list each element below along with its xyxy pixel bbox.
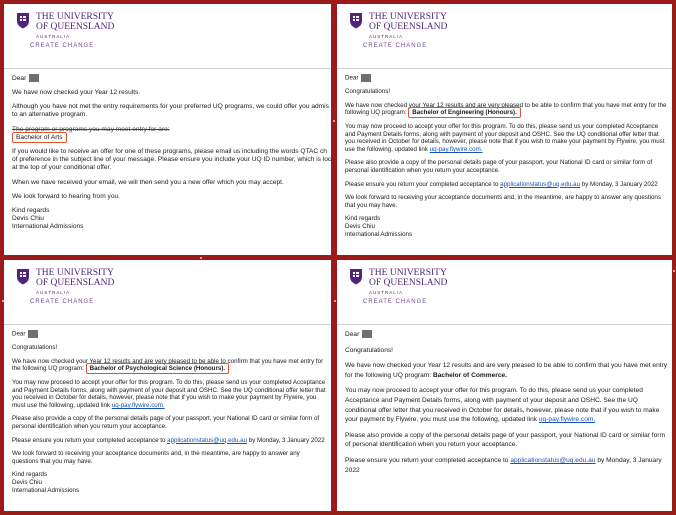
letter-panel-arts (4, 4, 331, 255)
deadline-paragraph: Please ensure you return your completed acceptance to applicationstatus@uq.edu.au by Monday, 3 January 2022 (345, 456, 662, 474)
flywire-link[interactable]: uq-pay.flywire.com. (111, 401, 165, 409)
tagline: CREATE CHANGE (30, 299, 95, 305)
signature: Kind regards Devis Chiu International Admissions (345, 215, 413, 238)
program-name: Bachelor of Psychological Science (Honours). (86, 363, 229, 374)
background-speck (333, 120, 335, 122)
acceptance-paragraph: You may now proceed to accept your offer for this program. To do this, please send us your completed Acceptance and Payment Details forms, along with payment of your deposit and OSHC. See the UQ conditional offer letter that you received in October for details, however, please note that if you wish to make your payment by Flywire, you must use the following, updated link uq-pay.flywire.com. (345, 387, 660, 424)
letter-panel-psychology (4, 260, 331, 511)
letter-body (12, 330, 327, 500)
divider (337, 68, 672, 69)
university-name: THE UNIVERSITY OF QUEENSLAND (369, 12, 448, 32)
uq-crest-icon (16, 12, 30, 29)
background-speck (334, 300, 336, 302)
greeting: Dear (12, 74, 327, 83)
instructions-paragraph: If you would like to receive an offer for one of these programs, please email us including the words QTAC ch of preference in the subject line of your message. Please ensure you include your UQ ID number, which is loc at the top of your conditional offer. (12, 147, 331, 172)
letter-body (345, 330, 668, 481)
background-speck (673, 270, 675, 272)
signature: Kind regards Devis Chiu International Admissions (12, 471, 80, 494)
redacted-name (28, 330, 38, 338)
divider (4, 68, 331, 69)
letter-body (345, 74, 668, 244)
deadline-paragraph: Please ensure you return your completed acceptance to applicationstatus@uq.edu.au by Monday, 3 January 2022 (12, 436, 325, 444)
acceptance-paragraph: You may now proceed to accept your offer for this program. To do this, please send us your completed Acceptance and Payment Details forms, along with payment of your deposit and OSHC. See the UQ conditional offer letter that you received in October for details, however, please note that if you wish to make your payment by Flywire, you must use the following, updated link uq-pay.flywire.com. (12, 379, 326, 409)
closing-paragraph: We look forward to receiving your acceptance documents and, in the meantime, are happy to answer any questions that you may have. (12, 450, 300, 465)
identification-paragraph: Please also provide a copy of the personal details page of your passport, your National ID card or similar form of personal identification when you return your acceptance. (12, 415, 320, 430)
deadline-paragraph: Please ensure you return your completed acceptance to applicationstatus@uq.edu.au by Monday, 3 January 2022 (345, 180, 658, 188)
greeting: Dear (12, 330, 327, 338)
uq-crest-icon (16, 268, 30, 285)
program-name: Bachelor of Engineering (Honours). (408, 107, 521, 118)
country-label: AUSTRALIA (369, 34, 404, 39)
university-name: THE UNIVERSITY OF QUEENSLAND (36, 12, 115, 32)
flywire-link[interactable]: uq-pay.flywire.com. (538, 416, 596, 424)
letter-panel-commerce (337, 260, 672, 511)
country-label: AUSTRALIA (369, 290, 404, 295)
email-link[interactable]: applicationstatus@uq.edu.au (500, 180, 581, 188)
next-steps-paragraph: When we have received your email, we will then send you a new offer which you may accept. (12, 178, 284, 186)
uq-crest-icon (349, 268, 363, 285)
redacted-name (361, 74, 371, 82)
congratulations: Congratulations! (345, 346, 394, 354)
divider (4, 324, 331, 325)
flywire-link[interactable]: uq-pay.flywire.com. (429, 145, 483, 153)
country-label: AUSTRALIA (36, 34, 71, 39)
letter-panel-engineering (337, 4, 672, 255)
greeting: Dear (345, 330, 668, 340)
identification-paragraph: Please also provide a copy of the personal details page of your passport, your National ID card or similar form of personal identification when you return your acceptance. (345, 159, 653, 174)
closing-paragraph: We look forward to receiving your acceptance documents and, in the meantime, are happy to answer any questions that you may have. (345, 194, 661, 209)
university-name: THE UNIVERSITY OF QUEENSLAND (36, 268, 115, 288)
uq-crest-icon (349, 12, 363, 29)
program-name: Bachelor of Commerce. (432, 371, 507, 379)
alternative-paragraph: Although you have not met the entry requirements for your preferred UQ programs, we could offer you admis to an alternative program. (12, 103, 329, 119)
programs-intro: The program or programs you may meet entry for are: Bachelor of Arts (12, 125, 170, 141)
university-name: THE UNIVERSITY OF QUEENSLAND (369, 268, 448, 288)
tagline: CREATE CHANGE (363, 43, 428, 49)
signature: Kind regards Devis Chiu International Admissions (12, 206, 84, 230)
divider (337, 324, 672, 325)
acceptance-paragraph: You may now proceed to accept your offer for this program. To do this, please send us your completed Acceptance and Payment Details forms, along with payment of your deposit and OSHC. See the UQ conditional offer letter that you received in October for details, however, please note that if you wish to make your payment by Flywire, you must use the following, updated link uq-pay.flywire.com. (345, 123, 665, 153)
confirmation-paragraph: We have now checked your Year 12 results and are very pleased to be able to confirm that you have met entry for the following UQ program: Bachelor of Engineering (Honours). (345, 101, 667, 117)
greeting: Dear (345, 74, 668, 82)
tagline: CREATE CHANGE (30, 43, 95, 49)
results-paragraph: We have now checked your Year 12 results. (12, 88, 141, 96)
confirmation-paragraph: We have now checked your Year 12 results and are very pleased to be able to confirm that you have met entry for the following UQ program: Bachelor of Psychological Science (Honours). (12, 357, 324, 373)
email-link[interactable]: applicationstatus@uq.edu.au (167, 436, 248, 444)
identification-paragraph: Please also provide a copy of the personal details page of your passport, your National ID card or similar form of personal identification when you return your acceptance. (345, 431, 665, 449)
email-link[interactable]: applicationstatus@uq.edu.au (510, 456, 596, 464)
redacted-name (29, 74, 39, 82)
background-speck (200, 257, 202, 259)
program-name: Bachelor of Arts (12, 132, 67, 143)
confirmation-paragraph: We have now checked your Year 12 results and are very pleased to be able to confirm that you have met entry for the following UQ program: Bachelor of Commerce. (345, 362, 668, 379)
redacted-name (362, 330, 372, 338)
closing-paragraph: We look forward to hearing from you. (12, 192, 120, 200)
country-label: AUSTRALIA (36, 290, 71, 295)
letter-body (12, 74, 331, 237)
congratulations: Congratulations! (345, 88, 391, 96)
background-speck (2, 300, 4, 302)
congratulations: Congratulations! (12, 344, 58, 352)
tagline: CREATE CHANGE (363, 299, 428, 305)
